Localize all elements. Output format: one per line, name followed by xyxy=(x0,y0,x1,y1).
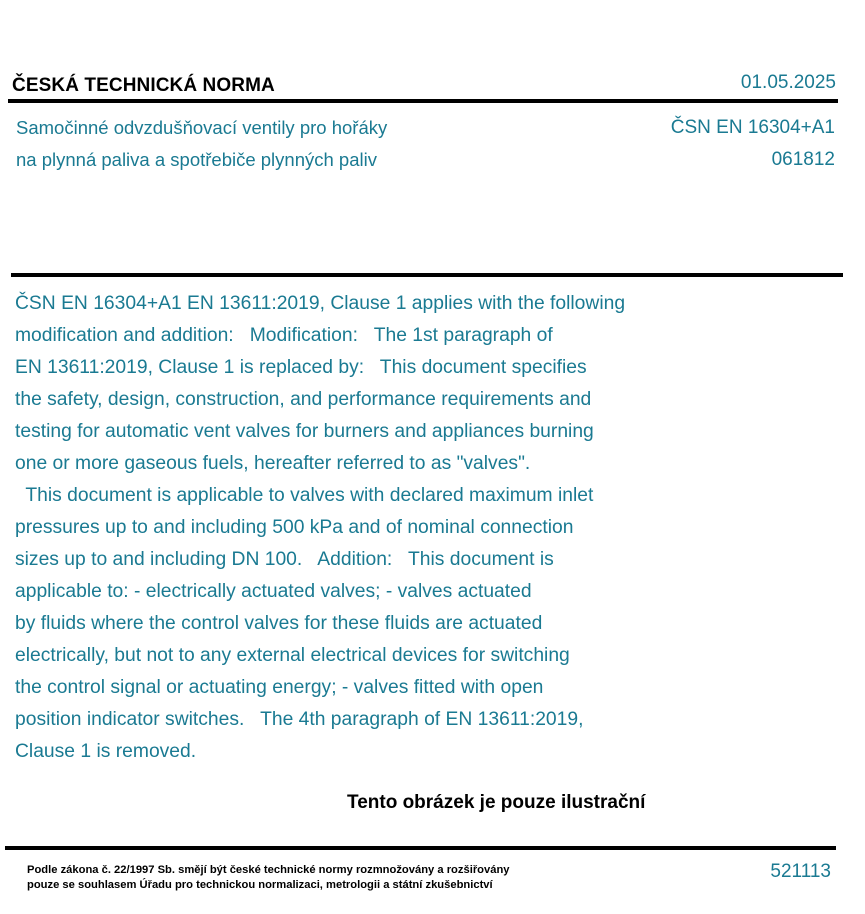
text-line: pressures up to and including 500 kPa and of nominal connection xyxy=(15,517,574,538)
text-line: sizes up to and including DN 100. Addition: This document is xyxy=(15,549,554,570)
text-line: modification and addition: Modification: The 1st paragraph of xyxy=(15,325,553,346)
footer-divider xyxy=(5,846,836,850)
illustration-note: Tento obrázek je pouze ilustrační xyxy=(347,792,646,813)
class-number: 061812 xyxy=(771,149,835,170)
subtitle-line-1: Samočinné odvzdušňovací ventily pro hořáky xyxy=(16,117,388,138)
header-divider xyxy=(8,99,838,103)
legal-notice xyxy=(27,863,510,893)
text-line: position indicator switches. The 4th paragraph of EN 13611:2019, xyxy=(15,709,584,730)
legal-line-2: pouze se souhlasem Úřadu pro technickou normalizaci, metrologii a státní zkušebnictví xyxy=(27,879,493,891)
subtitle-line-2: na plynná paliva a spotřebiče plynných paliv xyxy=(16,149,377,170)
text-line: by fluids where the control valves for these fluids are actuated xyxy=(15,613,543,634)
legal-line-1: Podle zákona č. 22/1997 Sb. smějí být české technické normy rozmnožovány a rozšiřovány xyxy=(27,864,510,876)
text-line: one or more gaseous fuels, hereafter referred to as "valves". xyxy=(15,453,531,474)
text-line: the safety, design, construction, and performance requirements and xyxy=(15,389,592,410)
text-line: This document is applicable to valves with declared maximum inlet xyxy=(15,485,594,506)
text-line: Clause 1 is removed. xyxy=(15,741,197,762)
standard-code: ČSN EN 16304+A1 xyxy=(670,117,835,138)
text-line: electrically, but not to any external electrical devices for switching xyxy=(15,645,570,666)
text-line: testing for automatic vent valves for burners and appliances burning xyxy=(15,421,594,442)
text-line: the control signal or actuating energy; - valves fitted with open xyxy=(15,677,544,698)
section-divider xyxy=(11,273,843,277)
norm-title: ČESKÁ TECHNICKÁ NORMA xyxy=(12,75,275,96)
text-line: ČSN EN 16304+A1 EN 13611:2019, Clause 1 applies with the following xyxy=(15,293,626,314)
text-line: applicable to: - electrically actuated valves; - valves actuated xyxy=(15,581,532,602)
scope-text xyxy=(15,288,715,768)
document-number: 521113 xyxy=(770,861,831,882)
publication-date: 01.05.2025 xyxy=(740,72,836,93)
text-line: EN 13611:2019, Clause 1 is replaced by: This document specifies xyxy=(15,357,587,378)
